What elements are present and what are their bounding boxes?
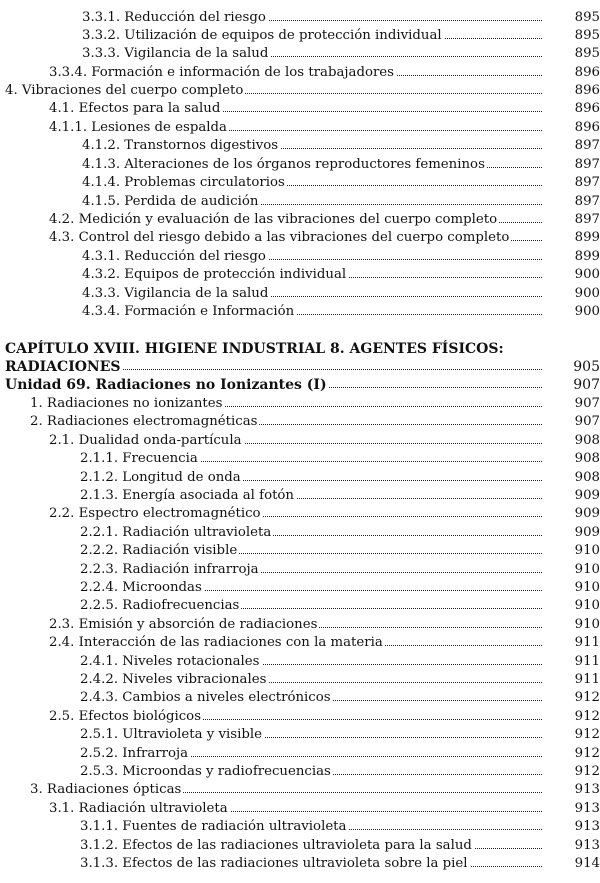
toc-entry-page: 908 bbox=[574, 451, 600, 466]
toc-entry bbox=[0, 781, 600, 799]
toc-entry bbox=[0, 229, 600, 247]
toc-entry-title: 3.3.2. Utilización de equipos de protección individual bbox=[82, 28, 442, 43]
toc-entry-page: 910 bbox=[574, 580, 600, 595]
toc-entry-page: 897 bbox=[574, 212, 600, 227]
toc-entry-title: 4.1.1. Lesiones de espalda bbox=[49, 120, 227, 135]
toc-entry-page: 910 bbox=[574, 543, 600, 558]
toc-entry-page: 911 bbox=[574, 672, 600, 687]
toc-entry-page: 896 bbox=[574, 101, 600, 116]
toc-entry-title: 3.3.3. Vigilancia de la salud bbox=[82, 46, 269, 61]
toc-entry bbox=[0, 266, 600, 284]
toc-entry bbox=[0, 561, 600, 579]
toc-entry-page: 911 bbox=[574, 654, 600, 669]
toc-entry-page: 895 bbox=[574, 28, 600, 43]
toc-entry bbox=[0, 634, 600, 652]
toc-entry-page: 913 bbox=[574, 819, 600, 834]
toc-entry bbox=[0, 597, 600, 615]
toc-entry bbox=[0, 100, 600, 118]
toc-entry bbox=[0, 653, 600, 671]
toc-entry-title: 3.1.2. Efectos de las radiaciones ultravioleta para la salud bbox=[80, 838, 472, 853]
toc-entry-title: 2.2. Espectro electromagnético bbox=[49, 506, 261, 521]
toc-entry-page: 899 bbox=[574, 249, 600, 264]
toc-entry-page: 896 bbox=[574, 65, 600, 80]
toc-entry-page: 900 bbox=[574, 304, 600, 319]
toc-entry-title: 2.2.5. Radiofrecuencias bbox=[80, 598, 240, 613]
toc-entry bbox=[0, 745, 600, 763]
toc-entry-page: 897 bbox=[574, 138, 600, 153]
toc-entry bbox=[0, 82, 600, 100]
toc-entry-page: 905 bbox=[573, 359, 600, 375]
toc-entry bbox=[0, 395, 600, 413]
toc-entry-page: 909 bbox=[574, 506, 600, 521]
toc-entry-page: 913 bbox=[574, 782, 600, 797]
toc-entry-page: 912 bbox=[574, 709, 600, 724]
toc-entry-title: 3.3.1. Reducción del riesgo bbox=[82, 10, 266, 25]
toc-entry-page: 913 bbox=[574, 801, 600, 816]
toc-entry-title: 3.1.1. Fuentes de radiación ultravioleta bbox=[80, 819, 347, 834]
toc-entry bbox=[0, 818, 600, 836]
toc-entry-title: 4. Vibraciones del cuerpo completo bbox=[5, 83, 244, 98]
toc-entry bbox=[0, 248, 600, 266]
toc-entry-title: 2.4.3. Cambios a niveles electrónicos bbox=[80, 690, 331, 705]
toc-entry bbox=[0, 671, 600, 689]
toc-entry-page: 907 bbox=[574, 396, 600, 411]
toc-entry bbox=[0, 193, 600, 211]
toc-entry bbox=[0, 119, 600, 137]
toc-entry-title: 4.3.3. Vigilancia de la salud bbox=[82, 286, 269, 301]
toc-entry bbox=[0, 708, 600, 726]
unit-heading-entry bbox=[0, 376, 600, 394]
toc-entry-title: 2.1.3. Energía asociada al fotón bbox=[80, 488, 294, 503]
toc-entry-title: 2.2.4. Microondas bbox=[80, 580, 202, 595]
toc-entry-page: 910 bbox=[574, 562, 600, 577]
toc-entry bbox=[0, 432, 600, 450]
toc-entry bbox=[0, 579, 600, 597]
toc-entry-title: 4.1.5. Perdida de audición bbox=[82, 194, 259, 209]
toc-entry bbox=[0, 285, 600, 303]
toc-entry bbox=[0, 542, 600, 560]
toc-entry bbox=[0, 413, 600, 431]
toc-entry bbox=[0, 800, 600, 818]
toc-entry bbox=[0, 156, 600, 174]
toc-entry-page: 900 bbox=[574, 286, 600, 301]
toc-entry bbox=[0, 726, 600, 744]
chapter-heading: CAPÍTULO XVIII. HIGIENE INDUSTRIAL 8. AGENTES FÍSICOS: bbox=[5, 341, 504, 357]
toc-entry-title: 2.5.2. Infrarroja bbox=[80, 746, 189, 761]
toc-entry-title: 2.1. Dualidad onda-partícula bbox=[49, 433, 242, 448]
toc-entry-page: 896 bbox=[574, 83, 600, 98]
toc-entry-page: 913 bbox=[574, 838, 600, 853]
toc-entry-title: 4.3.4. Formación e Información bbox=[82, 304, 295, 319]
toc-entry-page: 907 bbox=[574, 414, 600, 429]
toc-entry-title: 2.4.2. Niveles vibracionales bbox=[80, 672, 267, 687]
toc-entry-title: 4.3.1. Reducción del riesgo bbox=[82, 249, 266, 264]
toc-entry bbox=[0, 487, 600, 505]
toc-entry-title: 2.4.1. Niveles rotacionales bbox=[80, 654, 260, 669]
toc-entry-title: 3. Radiaciones ópticas bbox=[30, 782, 182, 797]
toc-entry-title: 2.1.2. Longitud de onda bbox=[80, 470, 241, 485]
toc-entry bbox=[0, 27, 600, 45]
toc-entry-page: 897 bbox=[574, 175, 600, 190]
toc-entry-title: 4.2. Medición y evaluación de las vibraciones del cuerpo completo bbox=[49, 212, 498, 227]
toc-entry-title: RADIACIONES bbox=[5, 359, 121, 375]
toc-entry-page: 908 bbox=[574, 470, 600, 485]
toc-entry bbox=[0, 211, 600, 229]
toc-entry-title: 2.3. Emisión y absorción de radiaciones bbox=[49, 617, 318, 632]
chapter-heading-entry bbox=[0, 358, 600, 376]
toc-entry-title: 2.2.2. Radiación visible bbox=[80, 543, 238, 558]
toc-entry-title: 1. Radiaciones no ionizantes bbox=[30, 396, 223, 411]
toc-entry-page: 896 bbox=[574, 120, 600, 135]
toc-entry-page: 912 bbox=[574, 764, 600, 779]
toc-entry-page: 897 bbox=[574, 194, 600, 209]
toc-entry-title: 4.1.3. Alteraciones de los órganos reproductores femeninos bbox=[82, 157, 485, 172]
toc-entry bbox=[0, 505, 600, 523]
toc-entry-page: 909 bbox=[574, 488, 600, 503]
toc-entry-page: 912 bbox=[574, 746, 600, 761]
toc-entry-title: 4.1.4. Problemas circulatorios bbox=[82, 175, 285, 190]
toc-entry-title: 2.5.3. Microondas y radiofrecuencias bbox=[80, 764, 331, 779]
toc-entry-page: 895 bbox=[574, 46, 600, 61]
toc-entry-page: 912 bbox=[574, 727, 600, 742]
toc-entry-title: 2.4. Interacción de las radiaciones con la materia bbox=[49, 635, 383, 650]
toc-entry-page: 910 bbox=[574, 598, 600, 613]
toc-entry-title: Unidad 69. Radiaciones no Ionizantes (I) bbox=[5, 377, 327, 393]
toc-entry-title: 4.1. Efectos para la salud bbox=[49, 101, 221, 116]
toc-entry-page: 914 bbox=[574, 856, 600, 871]
toc-entry-title: 2.2.3. Radiación infrarroja bbox=[80, 562, 259, 577]
toc-entry bbox=[0, 616, 600, 634]
toc-entry bbox=[0, 763, 600, 781]
toc-entry-page: 910 bbox=[574, 617, 600, 632]
toc-entry-title: 4.1.2. Transtornos digestivos bbox=[82, 138, 279, 153]
toc-entry-page: 912 bbox=[574, 690, 600, 705]
toc-entry bbox=[0, 837, 600, 855]
toc-entry-page: 907 bbox=[573, 377, 600, 393]
toc-entry-title: 2.1.1. Frecuencia bbox=[80, 451, 198, 466]
toc-entry-page: 911 bbox=[574, 635, 600, 650]
toc-entry-page: 897 bbox=[574, 157, 600, 172]
toc-entry bbox=[0, 450, 600, 468]
toc-entry-title: 3.1. Radiación ultravioleta bbox=[49, 801, 228, 816]
toc-entry bbox=[0, 45, 600, 63]
toc-entry-title: 3.3.4. Formación e información de los trabajadores bbox=[49, 65, 395, 80]
toc-entry-page: 899 bbox=[574, 230, 600, 245]
toc-entry-title: 3.1.3. Efectos de las radiaciones ultravioleta sobre la piel bbox=[80, 856, 468, 871]
toc-entry bbox=[0, 469, 600, 487]
toc-entry-title: 4.3.2. Equipos de protección individual bbox=[82, 267, 347, 282]
toc-entry-title: 2. Radiaciones electromagnéticas bbox=[30, 414, 258, 429]
toc-entry bbox=[0, 524, 600, 542]
toc-entry bbox=[0, 64, 600, 82]
toc-entry-page: 895 bbox=[574, 10, 600, 25]
toc-entry-page: 900 bbox=[574, 267, 600, 282]
toc-entry-title: 4.3. Control del riesgo debido a las vibraciones del cuerpo completo bbox=[49, 230, 510, 245]
toc-entry bbox=[0, 303, 600, 321]
toc-entry-title: 2.5. Efectos biológicos bbox=[49, 709, 202, 724]
toc-entry-title: 2.5.1. Ultravioleta y visible bbox=[80, 727, 262, 742]
toc-entry-title: 2.2.1. Radiación ultravioleta bbox=[80, 525, 272, 540]
toc-entry bbox=[0, 9, 600, 27]
toc-entry bbox=[0, 137, 600, 155]
toc-entry bbox=[0, 689, 600, 707]
toc-entry-page: 909 bbox=[574, 525, 600, 540]
toc-entry bbox=[0, 174, 600, 192]
toc-entry-page: 908 bbox=[574, 433, 600, 448]
toc-entry bbox=[0, 855, 600, 873]
